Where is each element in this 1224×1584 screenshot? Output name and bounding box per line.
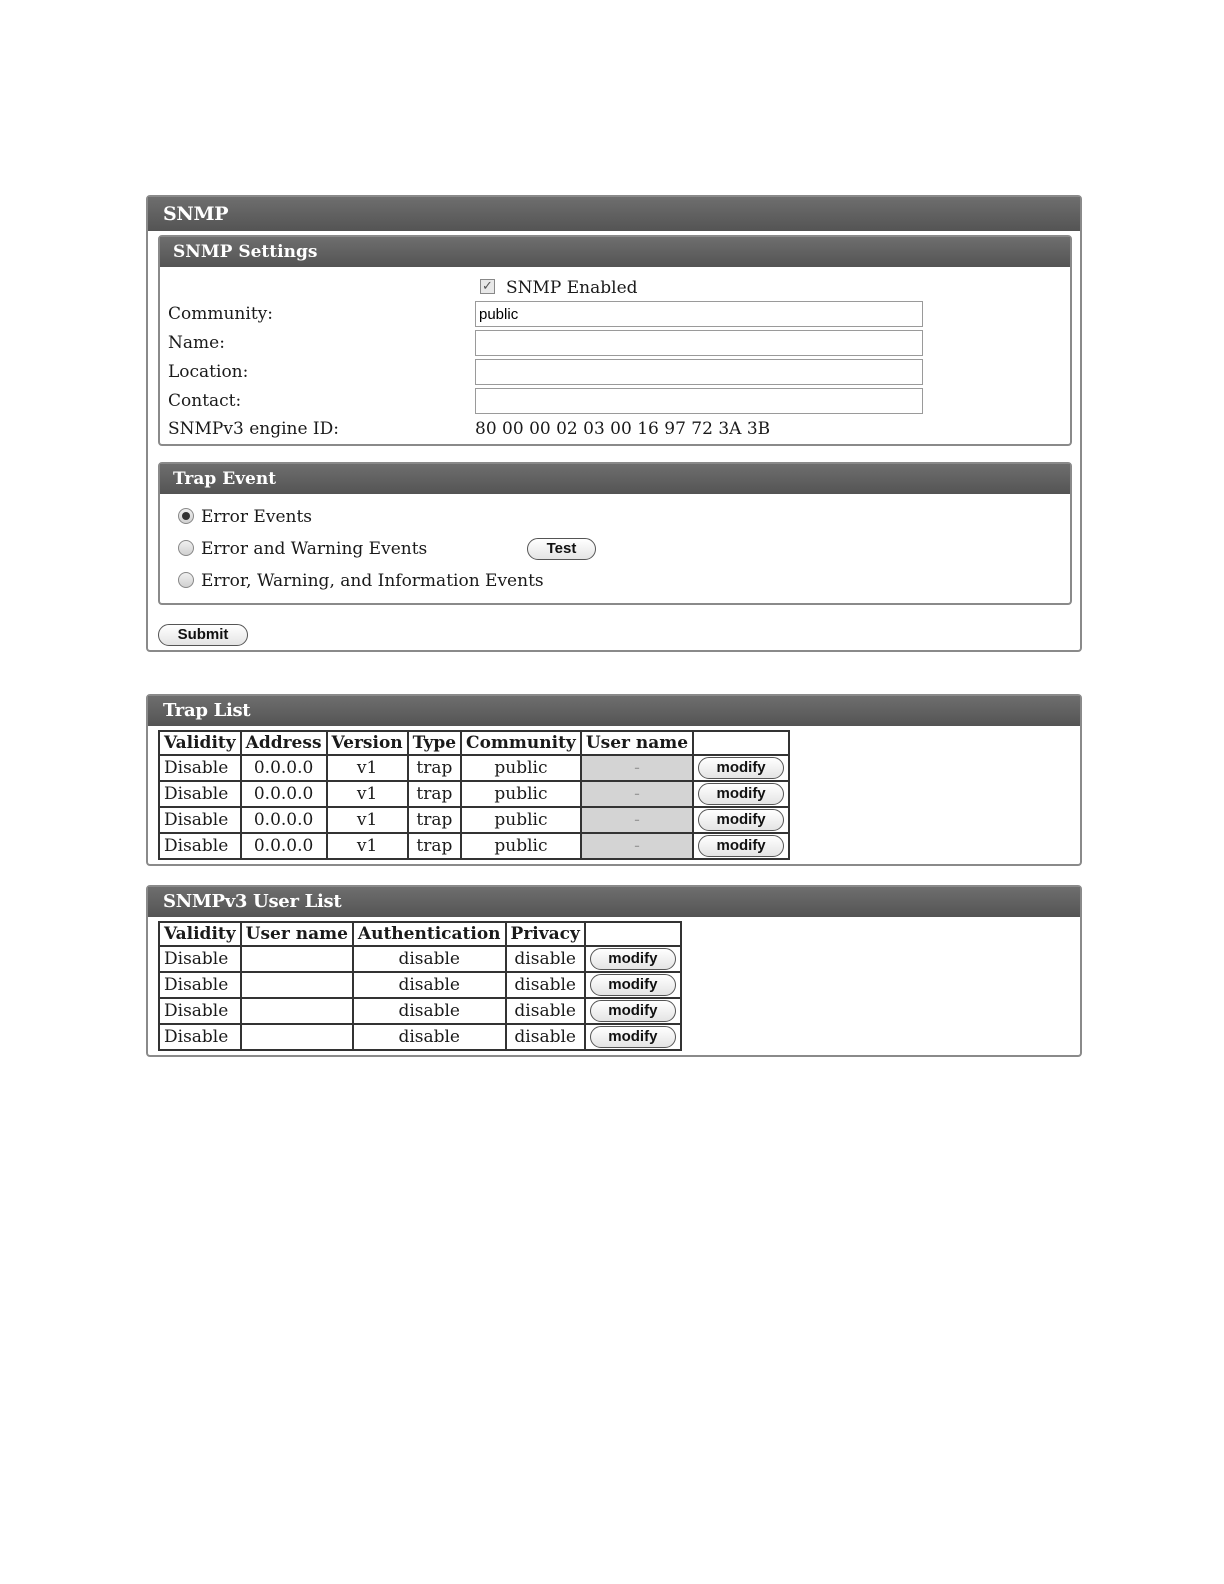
col-address: Address: [241, 731, 327, 755]
cell-authentication: disable: [353, 972, 506, 998]
cell-action: [693, 833, 789, 859]
table-row: [159, 1024, 681, 1050]
cell-validity: Disable: [159, 781, 241, 807]
cell-authentication: disable: [353, 998, 506, 1024]
trap-list-title: Trap List: [148, 696, 1080, 726]
cell-version: v1: [327, 781, 408, 807]
table-row: [159, 781, 789, 807]
cell-version: v1: [327, 755, 408, 781]
modify-button[interactable]: modify: [698, 783, 784, 805]
trap-event-title: Trap Event: [160, 464, 1070, 494]
col-action: [585, 922, 681, 946]
table-row: [159, 807, 789, 833]
col-validity: Validity: [159, 922, 241, 946]
contact-input[interactable]: [475, 388, 923, 414]
col-version: Version: [327, 731, 408, 755]
engine-id-value: 80 00 00 02 03 00 16 97 72 3A 3B: [475, 419, 771, 439]
table-row: [159, 755, 789, 781]
snmp-enabled-checkbox[interactable]: ✓: [480, 279, 495, 294]
modify-button[interactable]: modify: [698, 835, 784, 857]
engine-id-label: SNMPv3 engine ID:: [168, 419, 340, 439]
cell-type: trap: [408, 833, 461, 859]
cell-validity: Disable: [159, 998, 241, 1024]
user-list-header-row: [159, 922, 681, 946]
trap-list-header-row: [159, 731, 789, 755]
community-label: Community:: [168, 304, 273, 324]
modify-button[interactable]: modify: [590, 948, 676, 970]
cell-address: 0.0.0.0: [241, 833, 327, 859]
snmp-settings-title: SNMP Settings: [160, 237, 1070, 267]
name-input[interactable]: [475, 330, 923, 356]
cell-user-name: -: [581, 807, 693, 833]
name-label: Name:: [168, 333, 225, 353]
cell-community: public: [461, 833, 581, 859]
user-list-table: [158, 921, 682, 1051]
cell-action: [585, 972, 681, 998]
cell-type: trap: [408, 755, 461, 781]
error-warning-info-events-radio[interactable]: [178, 572, 194, 588]
snmp-enabled-label: SNMP Enabled: [506, 278, 638, 298]
cell-user-name: [241, 1024, 353, 1050]
cell-address: 0.0.0.0: [241, 781, 327, 807]
trap-list-panel: [146, 694, 1082, 866]
modify-button[interactable]: modify: [698, 757, 784, 779]
cell-authentication: disable: [353, 946, 506, 972]
error-events-radio[interactable]: [178, 508, 194, 524]
cell-version: v1: [327, 833, 408, 859]
trap-event-section: [158, 462, 1072, 605]
cell-address: 0.0.0.0: [241, 755, 327, 781]
cell-action: [693, 755, 789, 781]
trap-list-table: [158, 730, 790, 860]
col-authentication: Authentication: [353, 922, 506, 946]
cell-validity: Disable: [159, 1024, 241, 1050]
location-label: Location:: [168, 362, 249, 382]
cell-user-name: -: [581, 833, 693, 859]
community-input[interactable]: [475, 301, 923, 327]
cell-validity: Disable: [159, 807, 241, 833]
location-input[interactable]: [475, 359, 923, 385]
modify-button[interactable]: modify: [590, 1000, 676, 1022]
cell-validity: Disable: [159, 833, 241, 859]
modify-button[interactable]: modify: [590, 1026, 676, 1048]
contact-label: Contact:: [168, 391, 242, 411]
cell-user-name: [241, 946, 353, 972]
submit-button[interactable]: Submit: [158, 624, 248, 646]
cell-validity: Disable: [159, 972, 241, 998]
cell-action: [585, 946, 681, 972]
test-button[interactable]: Test: [527, 538, 596, 560]
cell-community: public: [461, 781, 581, 807]
table-row: [159, 972, 681, 998]
cell-privacy: disable: [506, 946, 585, 972]
modify-button[interactable]: modify: [698, 809, 784, 831]
error-warning-info-events-label: Error, Warning, and Information Events: [201, 571, 544, 591]
col-user-name: User name: [581, 731, 693, 755]
snmp-panel-title: SNMP: [148, 197, 1080, 231]
col-user-name: User name: [241, 922, 353, 946]
cell-user-name: -: [581, 781, 693, 807]
col-privacy: Privacy: [506, 922, 585, 946]
cell-address: 0.0.0.0: [241, 807, 327, 833]
cell-action: [585, 1024, 681, 1050]
col-type: Type: [408, 731, 461, 755]
cell-privacy: disable: [506, 998, 585, 1024]
user-list-panel: [146, 885, 1082, 1057]
error-warning-events-radio[interactable]: [178, 540, 194, 556]
cell-action: [693, 781, 789, 807]
col-community: Community: [461, 731, 581, 755]
user-list-title: SNMPv3 User List: [148, 887, 1080, 917]
cell-user-name: [241, 998, 353, 1024]
cell-type: trap: [408, 781, 461, 807]
error-events-label: Error Events: [201, 507, 313, 527]
cell-community: public: [461, 807, 581, 833]
cell-action: [585, 998, 681, 1024]
table-row: [159, 946, 681, 972]
cell-validity: Disable: [159, 755, 241, 781]
cell-privacy: disable: [506, 972, 585, 998]
table-row: [159, 833, 789, 859]
error-warning-events-label: Error and Warning Events: [201, 539, 428, 559]
cell-version: v1: [327, 807, 408, 833]
cell-authentication: disable: [353, 1024, 506, 1050]
cell-community: public: [461, 755, 581, 781]
snmp-settings-section: [158, 235, 1072, 446]
modify-button[interactable]: modify: [590, 974, 676, 996]
cell-privacy: disable: [506, 1024, 585, 1050]
cell-type: trap: [408, 807, 461, 833]
snmp-panel: [146, 195, 1082, 652]
cell-action: [693, 807, 789, 833]
table-row: [159, 998, 681, 1024]
col-validity: Validity: [159, 731, 241, 755]
col-action: [693, 731, 789, 755]
cell-user-name: [241, 972, 353, 998]
cell-user-name: -: [581, 755, 693, 781]
cell-validity: Disable: [159, 946, 241, 972]
